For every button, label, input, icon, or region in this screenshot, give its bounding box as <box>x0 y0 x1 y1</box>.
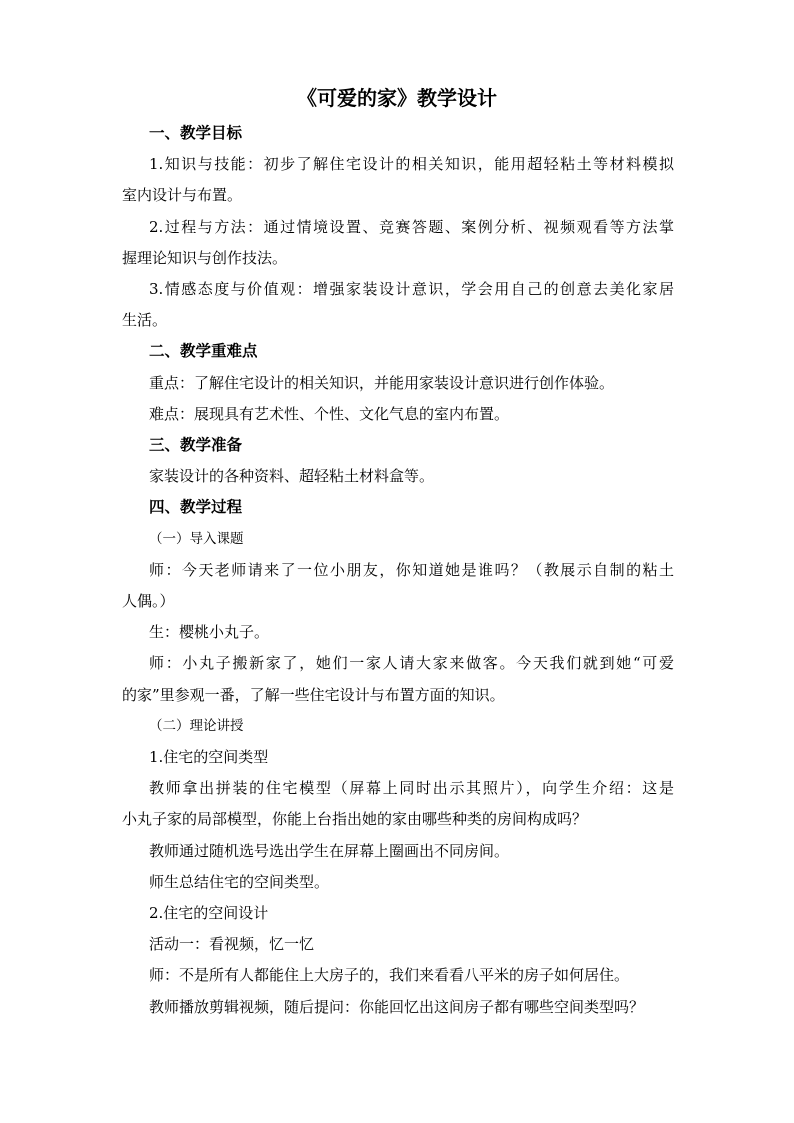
paragraph-line: 教师播放剪辑视频，随后提问：你能回忆出这间房子都有哪些空间类型吗？ <box>149 997 645 1016</box>
paragraph-line: 师生总结住宅的空间类型。 <box>149 872 330 891</box>
section-heading: 三、教学准备 <box>149 435 243 454</box>
paragraph-line: 重点：了解住宅设计的相关知识，并能用家装设计意识进行创作体验。 <box>149 373 615 392</box>
paragraph-line: 师：小丸子搬新家了，她们一家人请大家来做客。今天我们就到她“可爱 <box>149 654 674 673</box>
paragraph-line: 教师通过随机选号选出学生在屏幕上圈画出不同房间。 <box>149 841 510 860</box>
paragraph-line: 难点：展现具有艺术性、个性、文化气息的室内布置。 <box>149 404 510 423</box>
paragraph-continuation: 生活。 <box>122 311 168 330</box>
document-title: 《可爱的家》教学设计 <box>297 86 497 110</box>
paragraph-line: 生：樱桃小丸子。 <box>149 623 270 642</box>
paragraph-continuation: 人偶。） <box>122 592 175 610</box>
section-heading: 四、教学过程 <box>149 497 243 517</box>
paragraph-line: 家装设计的各种资料、超轻粘土材料盒等。 <box>149 467 435 486</box>
paragraph-line: 2.过程与方法：通过情境设置、竞赛答题、案例分析、视频观看等方法掌 <box>149 217 674 236</box>
paragraph-continuation: 握理论知识与创作技法。 <box>122 248 288 267</box>
paragraph-line: 师：不是所有人都能住上大房子的，我们来看看八平米的房子如何居住。 <box>149 966 630 985</box>
subsection-heading: （一）导入课题 <box>149 530 244 547</box>
paragraph-line: 2.住宅的空间设计 <box>149 904 269 922</box>
paragraph-continuation: 小丸子家的局部模型，你能上台指出她的家由哪些种类的房间构成吗？ <box>122 810 588 829</box>
paragraph-line: 教师拿出拼装的住宅模型（屏幕上同时出示其照片），向学生介绍：这是 <box>149 779 674 798</box>
paragraph-line: 1.知识与技能：初步了解住宅设计的相关知识，能用超轻粘土等材料模拟 <box>149 155 674 174</box>
paragraph-line: 1.住宅的空间类型 <box>149 748 269 766</box>
section-heading: 一、教学目标 <box>149 123 243 142</box>
paragraph-line: 师：今天老师请来了一位小朋友，你知道她是谁吗？（教展示自制的粘土 <box>149 560 674 579</box>
paragraph-continuation: 室内设计与布置。 <box>122 186 243 205</box>
paragraph-continuation: 的家”里参观一番，了解一些住宅设计与布置方面的知识。 <box>122 685 505 704</box>
paragraph-line: 3.情感态度与价值观：增强家装设计意识，学会用自己的创意去美化家居 <box>149 280 674 298</box>
paragraph-line: 活动一：看视频，忆一忆 <box>149 935 315 954</box>
subsection-heading: （二）理论讲授 <box>149 717 244 734</box>
section-heading: 二、教学重难点 <box>149 341 258 361</box>
